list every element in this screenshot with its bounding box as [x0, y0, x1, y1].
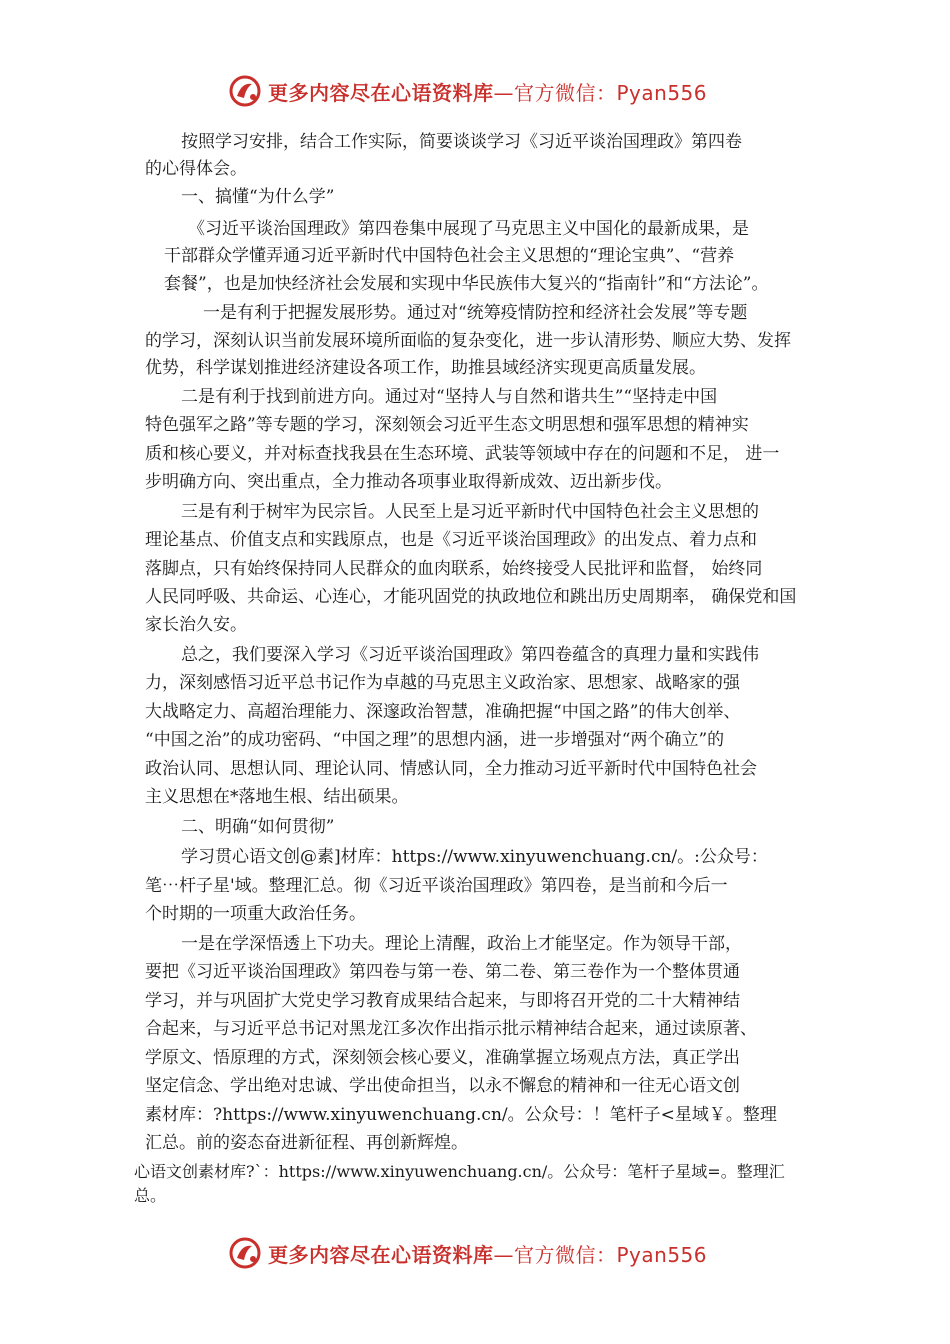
- body-line: 政治认同、思想认同、理论认同、情感认同，全力推动习近平新时代中国特色社会: [145, 759, 757, 779]
- body-line: 步明确方向、突出重点，全力推动各项事业取得新成效、迈出新步伐。: [145, 472, 672, 492]
- body-line: 的心得体会。: [145, 159, 247, 179]
- body-line: 优势，科学谋划推进经济建设各项工作，助推县域经济实现更高质量发展。: [145, 358, 706, 378]
- body-line: 主义思想在*落地生根、结出硕果。: [145, 787, 409, 807]
- body-line: 人民同呼吸、共命运、心连心，才能巩固党的执政地位和跳出历史周期率， 确保党和国: [145, 587, 797, 607]
- banner-text: [268, 77, 707, 106]
- body-line: 理论基点、价值支点和实践原点，也是《习近平谈治国理政》的出发点、着力点和: [145, 530, 757, 550]
- body-line: 学习贯心语文创@素]材库：https://www.xinyuwenchuang.cn/。:公众号：: [181, 847, 768, 867]
- body-line: 大战略定力、高超治理能力、深邃政治智慧，准确把握“中国之路”的伟大创举、: [145, 702, 741, 722]
- body-line: 汇总。前的姿态奋进新征程、再创新辉煌。: [145, 1133, 468, 1153]
- body-line: 的学习，深刻认识当前发展环境所面临的复杂变化，进一步认清形势、顺应大势、发挥: [145, 331, 791, 351]
- body-line: 《习近平谈治国理政》第四卷集中展现了马克思主义中国化的最新成果，是: [188, 219, 749, 239]
- banner-text: [268, 1239, 707, 1268]
- body-line: 家长治久安。: [145, 615, 247, 635]
- body-line: 特色强军之路”等专题的学习，深刻领会习近平生态文明思想和强军思想的精神实: [145, 415, 749, 435]
- body-line: 合起来，与习近平总书记对黑龙江多次作出指示批示精神结合起来，通过读原著、: [145, 1019, 757, 1039]
- banner-wechat-id: Pyan556: [616, 1242, 708, 1267]
- footer-note-line: 总。: [134, 1186, 167, 1205]
- body-line: 笔⋯杆子星'域。整理汇总。彻《习近平谈治国理政》第四卷，是当前和今后一: [145, 876, 728, 896]
- seal-logo-icon: [228, 74, 264, 108]
- banner-wechat-label: 官方微信：: [514, 1242, 617, 1267]
- body-line: 二是有利于找到前进方向。通过对“坚持人与自然和谐共生”“坚持走中国: [181, 387, 718, 407]
- body-line: 力，深刻感悟习近平总书记作为卓越的马克思主义政治家、思想家、战略家的强: [145, 673, 740, 693]
- body-line: 学习，并与巩固扩大党史学习教育成果结合起来，与即将召开党的二十大精神结: [145, 991, 740, 1011]
- body-line: 干部群众学懂弄通习近平新时代中国特色社会主义思想的“理论宝典”、“营养: [164, 246, 735, 266]
- body-line: 坚定信念、学出绝对忠诚、学出使命担当，以永不懈怠的精神和一往无心语文创: [145, 1076, 740, 1096]
- body-line: 质和核心要义，并对标查找我县在生态环境、武装等领域中存在的问题和不足， 进一: [145, 444, 780, 464]
- body-line: 一是有利于把握发展形势。通过对“统筹疫情防控和经济社会发展”等专题: [203, 303, 748, 323]
- section-heading: 一、搞懂“为什么学”: [181, 187, 335, 207]
- footer-banner: [228, 1236, 748, 1270]
- body-line: 三是有利于树牢为民宗旨。人民至上是习近平新时代中国特色社会主义思想的: [181, 502, 759, 522]
- body-line: 一是在学深悟透上下功夫。理论上清醒，政治上才能坚定。作为领导干部，: [181, 934, 742, 954]
- header-banner: [228, 74, 748, 108]
- seal-logo-icon: [228, 1236, 264, 1270]
- body-line: 学原文、悟原理的方式，深刻领会核心要义，准确掌握立场观点方法，真正学出: [145, 1048, 740, 1068]
- footer-note-line: 心语文创素材库?`：https://www.xinyuwenchuang.cn/。公众号：笔杆子星域=。整理汇: [134, 1162, 785, 1181]
- body-line: 要把《习近平谈治国理政》第四卷与第一卷、第二卷、第三卷作为一个整体贯通: [145, 962, 740, 982]
- body-line: 套餐”，也是加快经济社会发展和实现中华民族伟大复兴的“指南针”和“方法论”。: [164, 274, 769, 294]
- banner-main-text: 更多内容尽在心语资料库: [268, 80, 494, 105]
- body-line: 素材库：?https://www.xinyuwenchuang.cn/。公众号：！笔杆子<星域￥。整理: [145, 1105, 777, 1125]
- body-line: 总之，我们要深入学习《习近平谈治国理政》第四卷蕴含的真理力量和实践伟: [181, 645, 759, 665]
- body-line: “中国之治”的成功密码、“中国之理”的思想内涵，进一步增强对“两个确立”的: [145, 730, 725, 750]
- banner-wechat-label: 官方微信：: [514, 80, 617, 105]
- section-heading: 二、明确“如何贯彻”: [181, 817, 335, 837]
- banner-dash: —: [493, 80, 514, 105]
- banner-dash: —: [493, 1242, 514, 1267]
- banner-main-text: 更多内容尽在心语资料库: [268, 1242, 494, 1267]
- body-line: 落脚点，只有始终保持同人民群众的血肉联系，始终接受人民批评和监督， 始终同: [145, 559, 763, 579]
- banner-wechat-id: Pyan556: [616, 80, 708, 105]
- body-line: 按照学习安排，结合工作实际，简要谈谈学习《习近平谈治国理政》第四卷: [181, 132, 742, 152]
- body-line: 个时期的一项重大政治任务。: [145, 904, 366, 924]
